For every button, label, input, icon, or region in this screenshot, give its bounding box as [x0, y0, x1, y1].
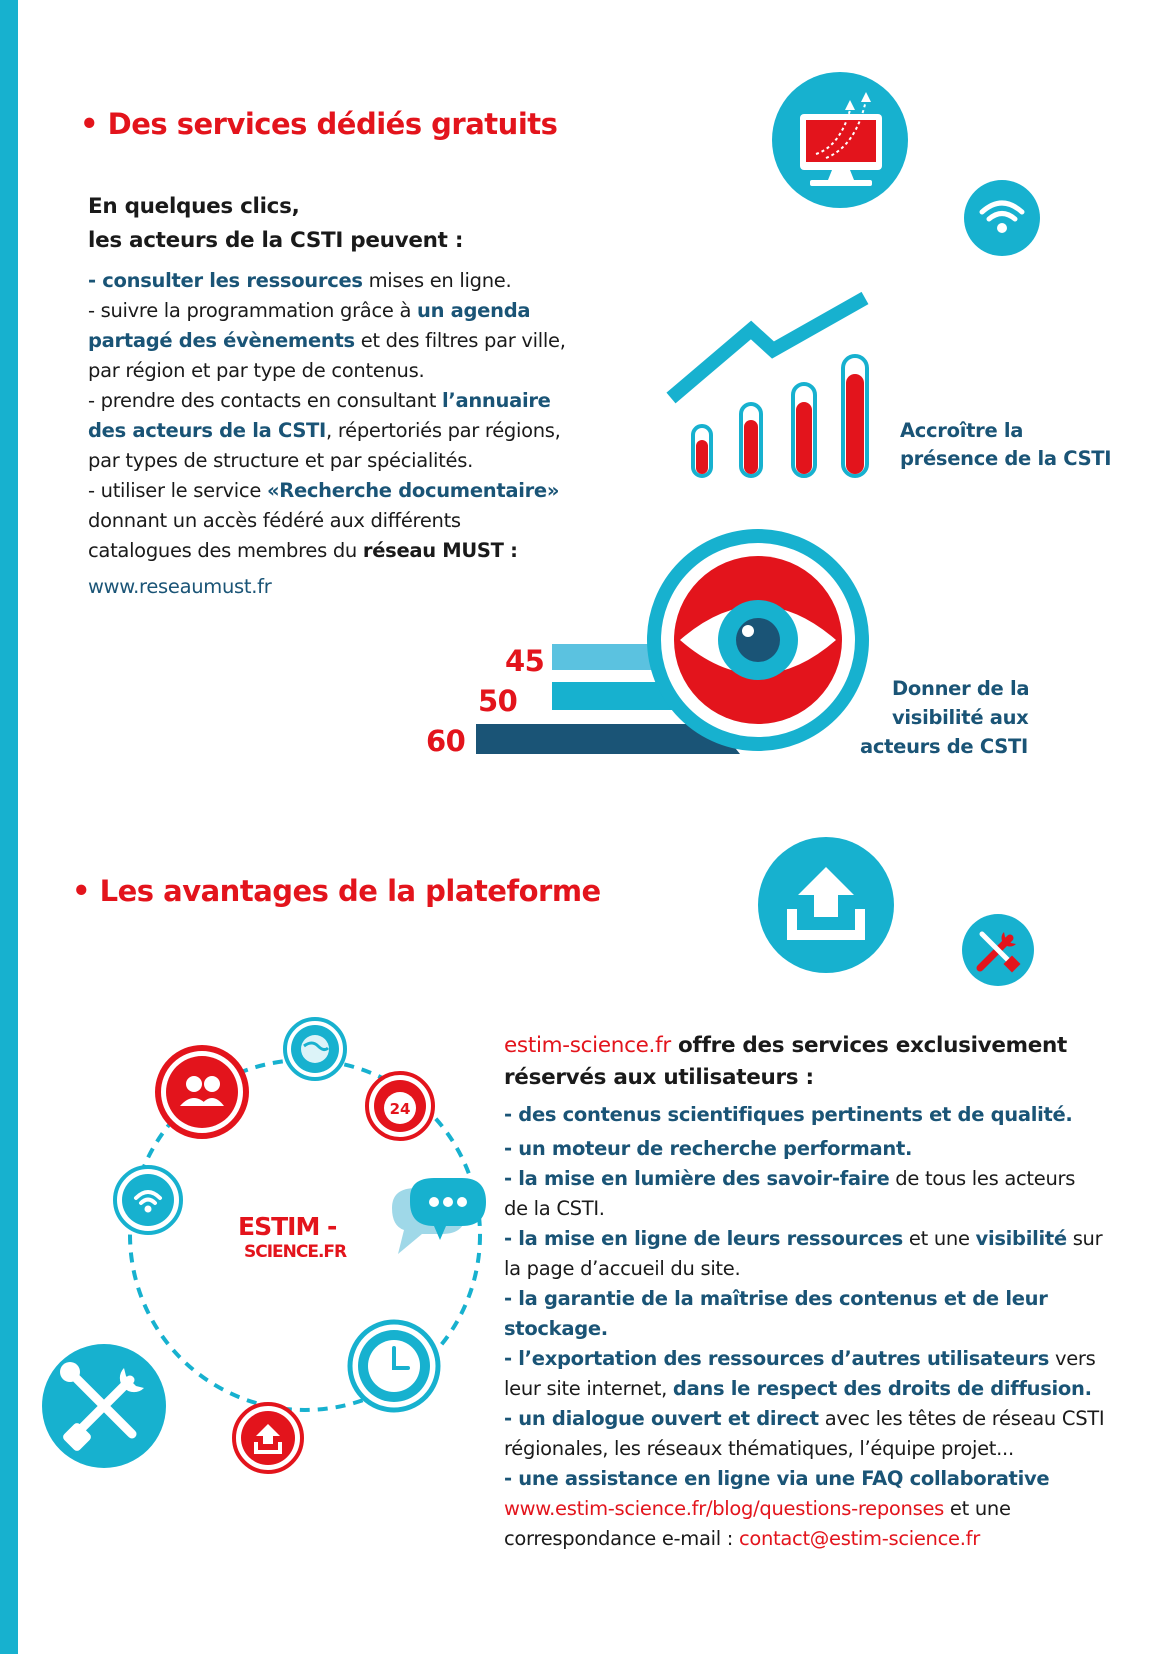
reseau-must-link[interactable]: www.reseaumust.fr: [88, 575, 272, 598]
service-text: catalogues des membres du: [88, 539, 363, 562]
caption-presence-2: présence de la CSTI: [900, 447, 1112, 470]
clock-24-icon: [364, 1070, 436, 1142]
service-highlight: l’annuaire: [441, 389, 551, 412]
lead-line-1: En quelques clics,: [88, 194, 300, 219]
caption-visibility-2: visibilité aux: [892, 706, 1029, 729]
advantage-text: régionales, les réseaux thématiques, l’équipe projet...: [504, 1437, 1014, 1460]
advantage-highlight: - la mise en ligne de leurs ressources: [504, 1227, 903, 1250]
service-highlight: un agenda: [417, 299, 531, 322]
left-accent-bar: [0, 0, 18, 1654]
estim-logo-line1: ESTIM -: [238, 1212, 337, 1241]
test-tube-2: [741, 404, 761, 476]
faq-link[interactable]: www.estim-science.fr/blog/questions-reponses: [504, 1497, 945, 1520]
estim-link[interactable]: estim-science.fr: [504, 1033, 671, 1058]
advantage-text: et une: [944, 1497, 1011, 1520]
service-highlight: partagé des évènements: [88, 329, 355, 352]
advantage-text: de tous les acteurs: [889, 1167, 1076, 1190]
advantage-highlight: - un dialogue ouvert et direct: [504, 1407, 819, 1430]
section-title-services: • Des services dédiés gratuits: [80, 107, 558, 141]
service-bold: réseau MUST :: [362, 539, 518, 562]
bar-label-45: 45: [505, 644, 545, 678]
upload-badge-icon: [230, 1400, 306, 1476]
advantage-text: vers: [1049, 1347, 1096, 1370]
lead-line-2: les acteurs de la CSTI peuvent :: [88, 228, 464, 253]
test-tube-1: [693, 426, 711, 476]
intro-text: réservés aux utilisateurs :: [504, 1065, 814, 1090]
users-icon: [154, 1044, 250, 1140]
advantage-text: avec les têtes de réseau CSTI: [818, 1407, 1105, 1430]
test-tube-4: [843, 356, 867, 476]
advantages-list: [504, 1100, 1104, 1554]
advantage-text: leur site internet,: [504, 1377, 673, 1400]
chat-bubble-icon: [382, 1168, 492, 1268]
contact-email-link[interactable]: contact@estim-science.fr: [738, 1527, 980, 1550]
service-text: par région et par type de contenus.: [88, 359, 425, 382]
service-text: donnant un accès fédéré aux différents: [88, 509, 461, 532]
service-text: et des filtres par ville,: [354, 329, 566, 352]
clock-24-label: 24: [389, 1100, 411, 1118]
monitor-growth-icon: [770, 70, 910, 210]
service-text: - suivre la programmation grâce à: [88, 299, 418, 322]
advantage-item: - des contenus scientifiques pertinents et de qualité.: [504, 1103, 1073, 1126]
service-highlight: - consulter les ressources: [88, 269, 363, 292]
service-text: - utiliser le service: [88, 479, 267, 502]
caption-visibility-3: acteurs de CSTI: [860, 735, 1028, 758]
advantage-item: stockage.: [504, 1317, 608, 1340]
advantage-text: de la CSTI.: [504, 1197, 605, 1220]
bar-45: [552, 644, 652, 670]
test-tube-3: [793, 384, 815, 476]
advantage-item: - une assistance en ligne via une FAQ collaborative: [504, 1467, 1050, 1490]
wifi-icon: [962, 178, 1042, 258]
advantage-text: la page d’accueil du site.: [504, 1257, 741, 1280]
service-text: par types de structure et par spécialités.: [88, 449, 473, 472]
advantage-text: et une: [902, 1227, 976, 1250]
growth-test-tubes-icon: [665, 290, 895, 480]
advantage-highlight: visibilité: [975, 1227, 1067, 1250]
service-text: - prendre des contacts en consultant: [88, 389, 442, 412]
bar-label-50: 50: [478, 684, 518, 718]
advantages-intro: [504, 1030, 1067, 1094]
advantage-item: - un moteur de recherche performant.: [504, 1137, 913, 1160]
section-title-advantages: • Les avantages de la plateforme: [72, 874, 601, 908]
globe-icon: [282, 1016, 348, 1082]
service-text: mises en ligne.: [362, 269, 512, 292]
upload-icon: [756, 835, 896, 975]
clock-icon: [346, 1318, 442, 1414]
service-highlight: «Recherche documentaire»: [266, 479, 560, 502]
advantage-item: - la garantie de la maîtrise des contenus et de leur: [504, 1287, 1048, 1310]
intro-text: offre des services exclusivement: [670, 1033, 1068, 1058]
bar-label-60: 60: [426, 724, 466, 758]
service-highlight: des acteurs de la CSTI: [88, 419, 327, 442]
service-text: , répertoriés par régions,: [326, 419, 561, 442]
estim-logo-line2: SCIENCE.FR: [244, 1242, 347, 1262]
advantage-highlight: dans le respect des droits de diffusion.: [672, 1377, 1092, 1400]
caption-presence-1: Accroître la: [900, 419, 1024, 442]
magnifier-eye-icon: [640, 528, 880, 768]
advantage-highlight: - l’exportation des ressources d’autres utilisateurs: [504, 1347, 1050, 1370]
advantage-highlight: - la mise en lumière des savoir-faire: [504, 1167, 890, 1190]
caption-visibility-1: Donner de la: [892, 677, 1030, 700]
advantage-text: correspondance e-mail :: [504, 1527, 739, 1550]
advantage-text: sur: [1066, 1227, 1103, 1250]
wifi-badge-icon: [112, 1164, 184, 1236]
tools-icon: [960, 912, 1036, 988]
services-list: [88, 266, 566, 566]
tools-badge-icon: [40, 1342, 168, 1470]
